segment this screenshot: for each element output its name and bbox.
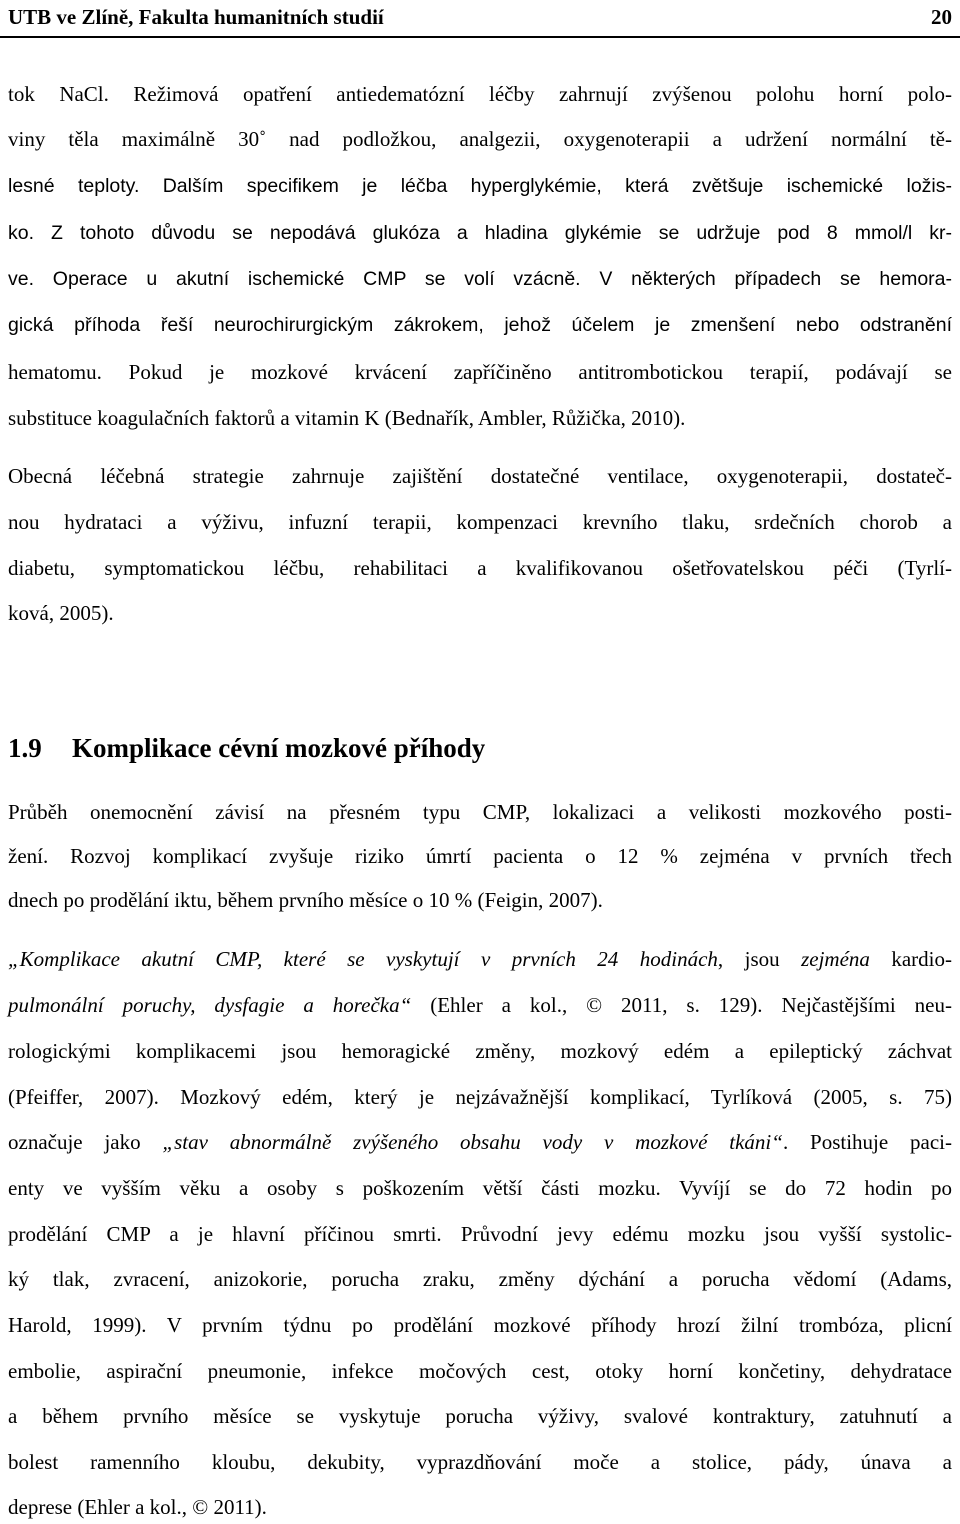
quote-text: , jsou xyxy=(717,947,802,971)
text-line: embolie, aspirační pneumonie, infekce močových cest, otoky horní končetiny, dehydratace xyxy=(8,1359,952,1383)
text-line: tok NaCl. Režimová opatření antiedematózní léčby zahrnují zvýšenou polohu horní polo- xyxy=(8,82,952,106)
text-line: ko. Z tohoto důvodu se nepodává glukóza a hladina glykémie se udržuje pod 8 mmol/l kr- xyxy=(8,222,952,244)
quote-text: označuje jako xyxy=(8,1130,163,1154)
quote-text: (Ehler a kol., © 2011, s. 129). Nejčastějšími neu- xyxy=(411,993,952,1017)
text-line xyxy=(8,988,952,1022)
header-title: UTB ve Zlíně, Fakulta humanitních studií xyxy=(8,4,384,29)
page-number: 20 xyxy=(931,4,952,29)
text-line: ký tlak, zvracení, anizokorie, porucha zraku, změny dýchání a porucha vědomí (Adams, xyxy=(8,1267,952,1291)
text-line: prodělání CMP a je hlavní příčinou smrti. Průvodní jevy edému mozku jsou vyšší systolic- xyxy=(8,1222,952,1246)
text-line: Průběh onemocnění závisí na přesném typu CMP, lokalizaci a velikosti mozkového posti- xyxy=(8,800,952,824)
quote-italic: „Komplikace akutní CMP, které se vyskytují v prvních 24 hodinách xyxy=(8,947,718,971)
text-line: Obecná léčebná strategie zahrnuje zajištění dostatečné ventilace, oxygenoterapii, dostateč- xyxy=(8,464,952,488)
text-line: (Pfeiffer, 2007). Mozkový edém, který je nejzávažnější komplikací, Tyrlíková (2005, s. 75) xyxy=(8,1085,952,1109)
quote-text: . Postihuje paci- xyxy=(782,1130,952,1154)
text-line: žení. Rozvoj komplikací zvyšuje riziko úmrtí pacienta o 12 % zejména v prvních třech xyxy=(8,844,952,868)
text-line: nou hydrataci a výživu, infuzní terapii, kompenzaci krevního tlaku, srdečních chorob a xyxy=(8,510,952,534)
text-line: ve. Operace u akutní ischemické CMP se volí vzácně. V některých případech se hemora- xyxy=(8,268,952,290)
text-line: Harold, 1999). V prvním týdnu po prodělání mozkové příhody hrozí žilní trombóza, plicní xyxy=(8,1313,952,1337)
header-divider xyxy=(0,36,960,38)
text-line: a během prvního měsíce se vyskytuje porucha výživy, svalové kontraktury, zatuhnutí a xyxy=(8,1404,952,1428)
page-header xyxy=(8,0,952,34)
text-line: dnech po prodělání iktu, během prvního měsíce o 10 % (Feigin, 2007). xyxy=(8,888,603,912)
section-heading xyxy=(8,728,485,768)
text-line: rologickými komplikacemi jsou hemoragické změny, mozkový edém a epileptický záchvat xyxy=(8,1039,952,1063)
text-line: lesné teploty. Dalším specifikem je léčba hyperglykémie, která zvětšuje ischemické ložis- xyxy=(8,175,952,197)
text-line xyxy=(8,1125,952,1159)
quote-italic: zejména xyxy=(801,947,870,971)
quote-italic: „stav abnormálně zvýšeného obsahu vody v mozkové tkáni“ xyxy=(162,1130,783,1154)
text-line: hematomu. Pokud je mozkové krvácení zapříčiněno antitrombotickou terapií, podávají se xyxy=(8,360,952,384)
text-line: diabetu, symptomatickou léčbu, rehabilitaci a kvalifikovanou ošetřovatelskou péči (Tyrlí- xyxy=(8,556,952,580)
quote-italic: pulmonální poruchy, dysfagie a horečka“ xyxy=(8,993,412,1017)
text-line: enty ve vyšším věku a osoby s poškozením větší části mozku. Vyvíjí se do 72 hodin po xyxy=(8,1176,952,1200)
text-line: bolest ramenního kloubu, dekubity, vyprazdňování moče a stolice, pády, únava a xyxy=(8,1450,952,1474)
text-line: ková, 2005). xyxy=(8,601,114,625)
text-line: deprese (Ehler a kol., © 2011). xyxy=(8,1495,267,1519)
text-line: viny těla maximálně 30˚ nad podložkou, analgezii, oxygenoterapii a udržení normální tě- xyxy=(8,127,952,151)
section-title: Komplikace cévní mozkové příhody xyxy=(72,733,486,763)
text-line: gická příhoda řeší neurochirurgickým zákrokem, jehož účelem je zmenšení nebo odstranění xyxy=(8,314,952,336)
text-line: substituce koagulačních faktorů a vitamin K (Bednařík, Ambler, Růžička, 2010). xyxy=(8,406,686,430)
section-number: 1.9 xyxy=(8,733,42,763)
text-line xyxy=(8,942,952,976)
quote-text: kardio- xyxy=(869,947,952,971)
